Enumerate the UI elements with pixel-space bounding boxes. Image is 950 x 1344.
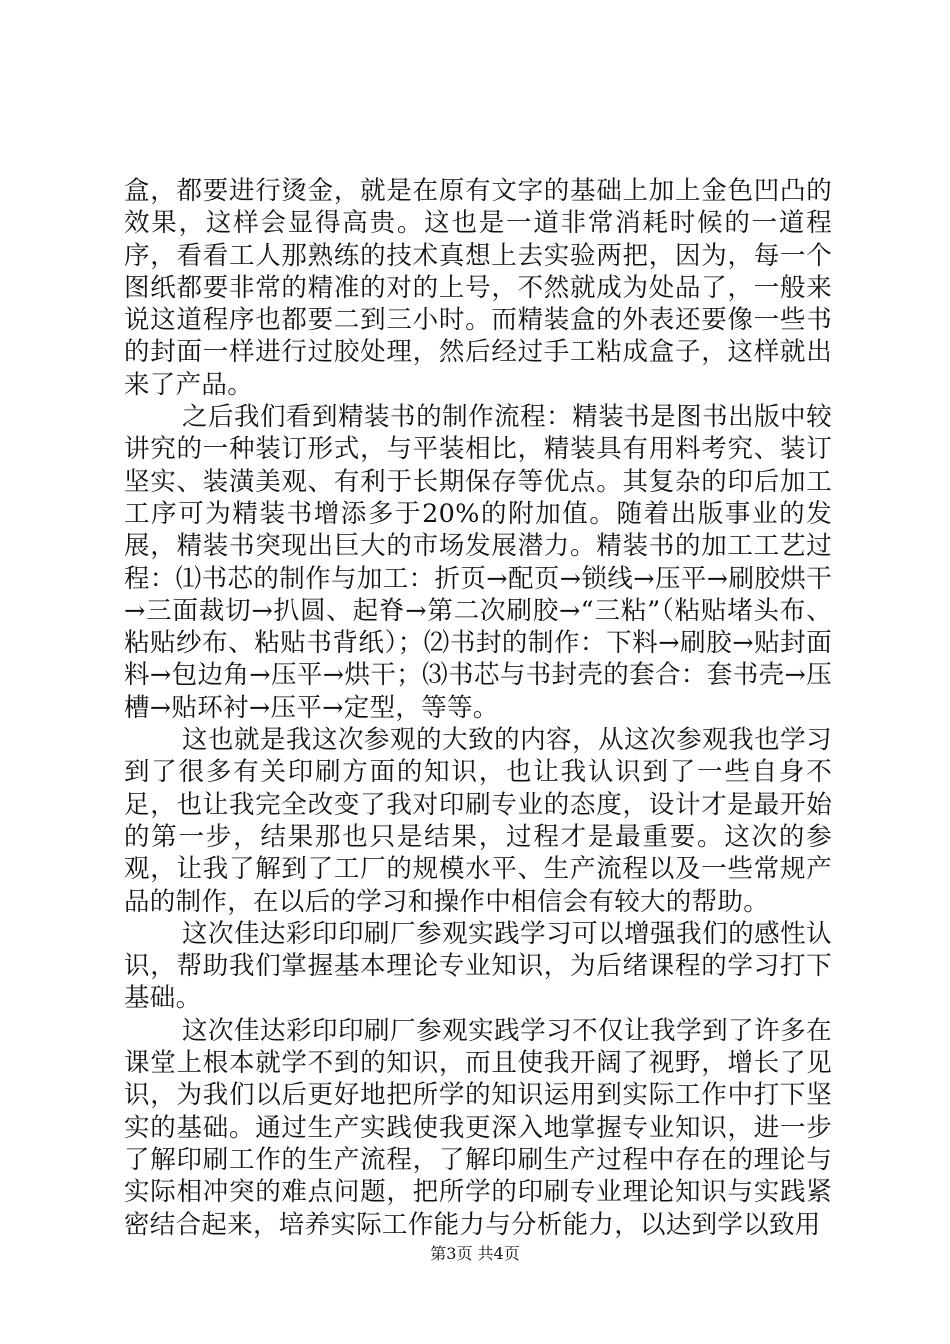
- page-footer: 第3页 共4页: [430, 1244, 520, 1263]
- paragraph-2: 之后我们看到精装书的制作流程：精装书是图书出版中较讲究的一种装订形式，与平装相比，精装具有用料考究、装订坚实、装潢美观、有利于长期保存等优点。其复杂的印后加工工序可为精装书增添多于20%的附加值。随着出版事业的发展，精装书突现出巨大的市场发展潜力。精装书的加工工艺过程：⑴书芯的制作与加工：折页→配页→锁线→压平→刷胶烘干→三面裁切→扒圆、起脊→第二次刷胶→“三粘”（粘贴堵头布、粘贴纱布、粘贴书背纸）；⑵书封的制作：下料→刷胶→贴封面料→包边角→压平→烘干；⑶书芯与书封壳的套合：套书壳→压槽→贴环衬→压平→定型，等等。: [124, 402, 832, 723]
- paragraph-4: 这次佳达彩印印刷厂参观实践学习可以增强我们的感性认识，帮助我们掌握基本理论专业知识，为后绪课程的学习打下基础。: [124, 918, 832, 1014]
- paragraph-5: 这次佳达彩印印刷厂参观实践学习不仅让我学到了许多在课堂上根本就学不到的知识，而且使我开阔了视野，增长了见识，为我们以后更好地把所学的知识运用到实际工作中打下坚实的基础。通过生产实践使我更深入地掌握专业知识，进一步了解印刷工作的生产流程，了解印刷生产过程中存在的理论与实际相冲突的难点问题，把所学的印刷专业理论知识与实践紧密结合起来，培养实际工作能力与分析能力，以达到学以致用: [124, 1015, 832, 1240]
- document-body: [124, 175, 832, 1241]
- paragraph-1: 盒，都要进行烫金，就是在原有文字的基础上加上金色凹凸的效果，这样会显得高贵。这也是一道非常消耗时候的一道程序，看看工人那熟练的技术真想上去实验两把，因为，每一个图纸都要非常的精准的对的上号，不然就成为处品了，一般来说这道程序也都要二到三小时。而精装盒的外表还要像一些书的封面一样进行过胶处理，然后经过手工粘成盒子，这样就出来了产品。: [124, 176, 832, 400]
- paragraph-3: 这也就是我这次参观的大致的内容，从这次参观我也学习到了很多有关印刷方面的知识，也让我认识到了一些自身不足，也让我完全改变了我对印刷专业的态度，设计才是最开始的第一步，结果那也只是结果，过程才是最重要。这次的参观，让我了解到了工厂的规模水平、生产流程以及一些常规产品的制作，在以后的学习和操作中相信会有较大的帮助。: [124, 725, 832, 917]
